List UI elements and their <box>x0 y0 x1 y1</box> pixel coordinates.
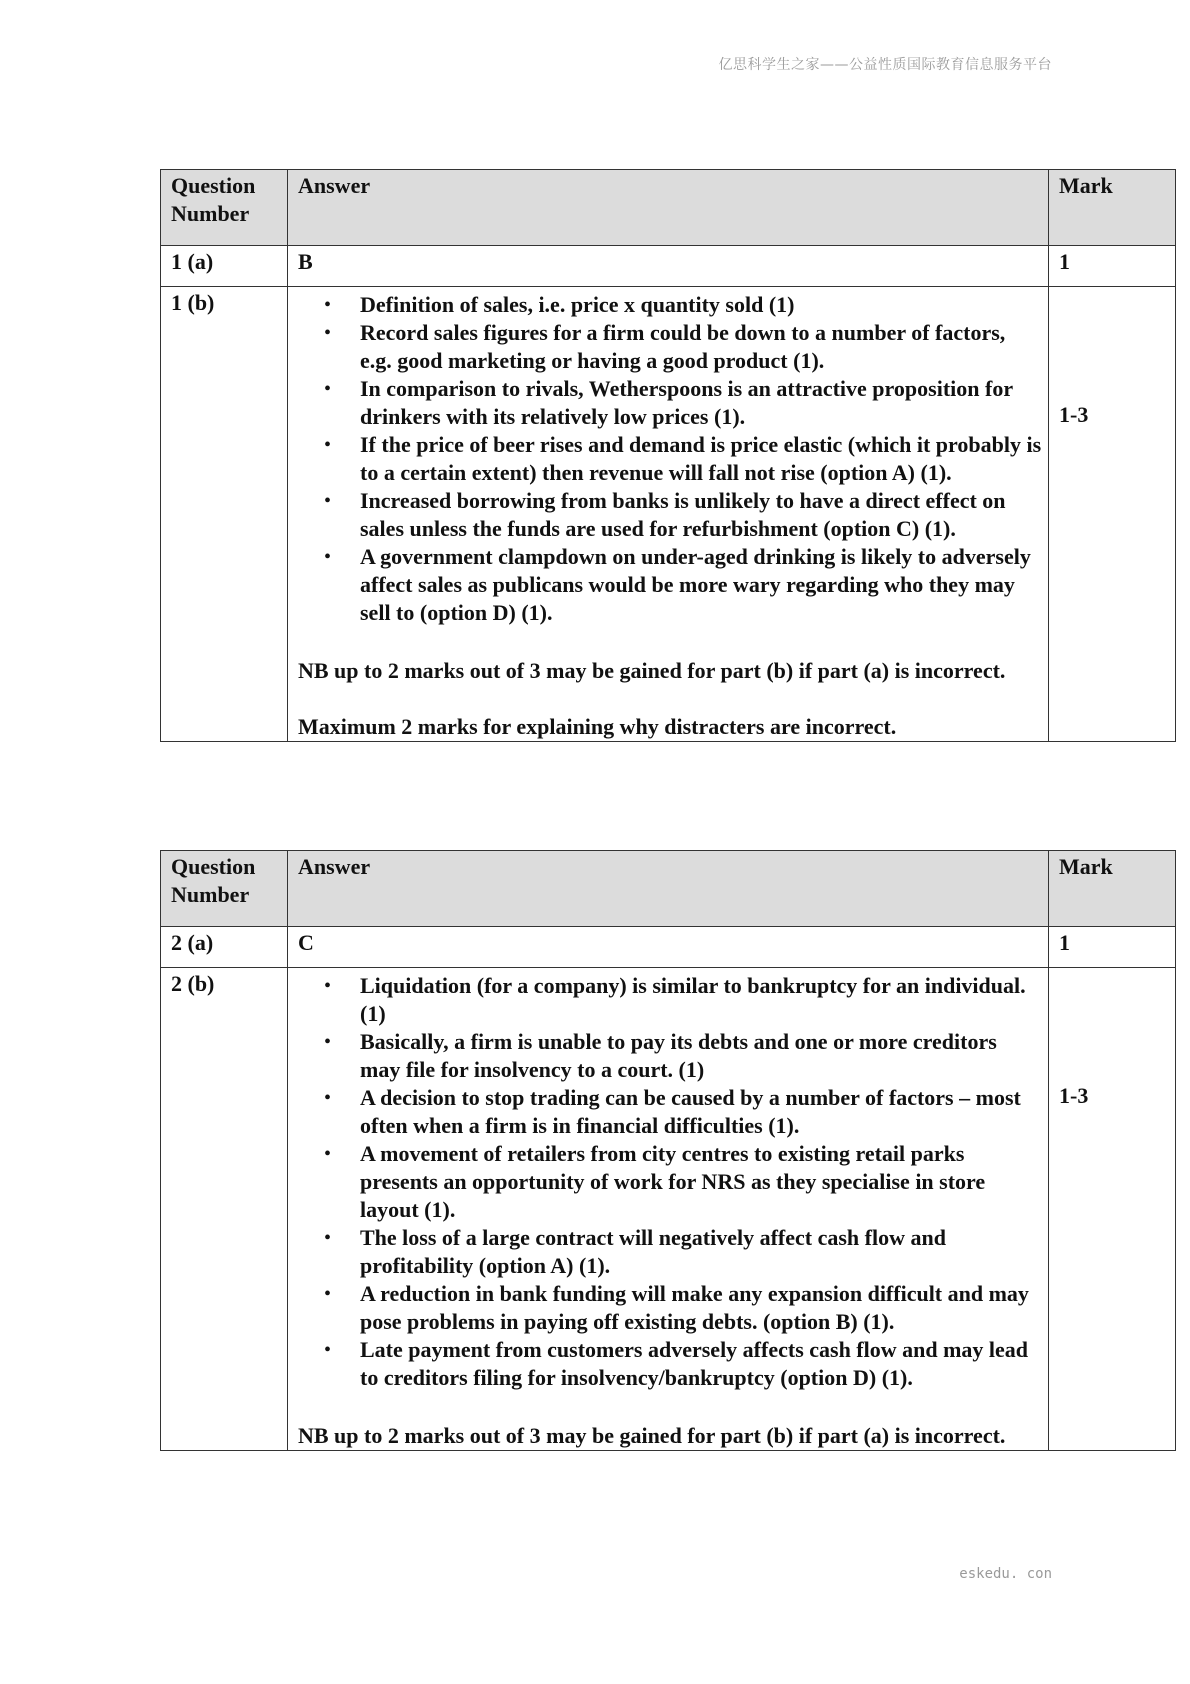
table-row <box>161 927 1176 968</box>
list-item: • A decision to stop trading can be caused by a number of factors – most often when a firm is in financial difficulties (1). <box>360 1084 1048 1140</box>
page-footer-text: eskedu. con <box>959 1566 1052 1582</box>
list-item: • Increased borrowing from banks is unlikely to have a direct effect on sales unless the funds are used for refurbishment (option C) (1). <box>360 487 1048 543</box>
question-number-cell: 1 (a) <box>161 246 288 287</box>
answer-cell: C <box>288 927 1049 968</box>
marking-note: NB up to 2 marks out of 3 may be gained for part (b) if part (a) is incorrect. <box>298 658 1006 683</box>
table-header-row <box>161 851 1176 927</box>
page-header-text: 亿思科学生之家——公益性质国际教育信息服务平台 <box>718 57 1052 73</box>
mark-header: Mark <box>1049 170 1176 246</box>
answer-cell <box>288 968 1049 1451</box>
mark-cell: 1-3 <box>1049 287 1176 742</box>
list-item: • In comparison to rivals, Wetherspoons is an attractive proposition for drinkers with its relatively low prices (1). <box>360 375 1048 431</box>
list-item: • If the price of beer rises and demand is price elastic (which it probably is to a certain extent) then revenue will fall not rise (option A) (1). <box>360 431 1048 487</box>
question-number-cell: 2 (b) <box>161 968 288 1451</box>
answer-cell: B <box>288 246 1049 287</box>
marking-note: Maximum 2 marks for explaining why distracters are incorrect. <box>298 714 897 739</box>
table-row <box>161 968 1176 1451</box>
mark-cell: 1 <box>1049 246 1176 287</box>
list-item: • Definition of sales, i.e. price x quantity sold (1) <box>360 291 1048 319</box>
answer-bullet-list <box>288 291 1048 627</box>
question-number-header: Question Number <box>161 170 288 246</box>
mark-cell: 1-3 <box>1049 968 1176 1451</box>
list-item: • Record sales figures for a firm could be down to a number of factors, e.g. good marketing or having a good product (1). <box>360 319 1048 375</box>
mark-scheme-table-1 <box>160 169 1176 742</box>
list-item: • Basically, a firm is unable to pay its debts and one or more creditors may file for insolvency to a court. (1) <box>360 1028 1048 1084</box>
list-item: • Liquidation (for a company) is similar to bankruptcy for an individual. (1) <box>360 972 1048 1028</box>
marking-note: NB up to 2 marks out of 3 may be gained for part (b) if part (a) is incorrect. <box>298 1423 1006 1448</box>
answer-bullet-list <box>288 972 1048 1392</box>
table-row <box>161 246 1176 287</box>
table-row <box>161 287 1176 742</box>
question-number-cell: 1 (b) <box>161 287 288 742</box>
list-item: • A movement of retailers from city centres to existing retail parks presents an opportunity of work for NRS as they specialise in store layout (1). <box>360 1140 1048 1224</box>
mark-cell: 1 <box>1049 927 1176 968</box>
list-item: • A government clampdown on under-aged drinking is likely to adversely affect sales as publicans would be more wary regarding who they may sell to (option D) (1). <box>360 543 1048 627</box>
answer-header: Answer <box>288 851 1049 927</box>
question-number-cell: 2 (a) <box>161 927 288 968</box>
mark-header: Mark <box>1049 851 1176 927</box>
answer-cell <box>288 287 1049 742</box>
list-item: • A reduction in bank funding will make any expansion difficult and may pose problems in paying off existing debts. (option B) (1). <box>360 1280 1048 1336</box>
question-number-header: Question Number <box>161 851 288 927</box>
list-item: • Late payment from customers adversely affects cash flow and may lead to creditors filing for insolvency/bankruptcy (option D) (1). <box>360 1336 1048 1392</box>
table-header-row <box>161 170 1176 246</box>
mark-scheme-table-2 <box>160 850 1176 1451</box>
answer-header: Answer <box>288 170 1049 246</box>
list-item: • The loss of a large contract will negatively affect cash flow and profitability (option A) (1). <box>360 1224 1048 1280</box>
